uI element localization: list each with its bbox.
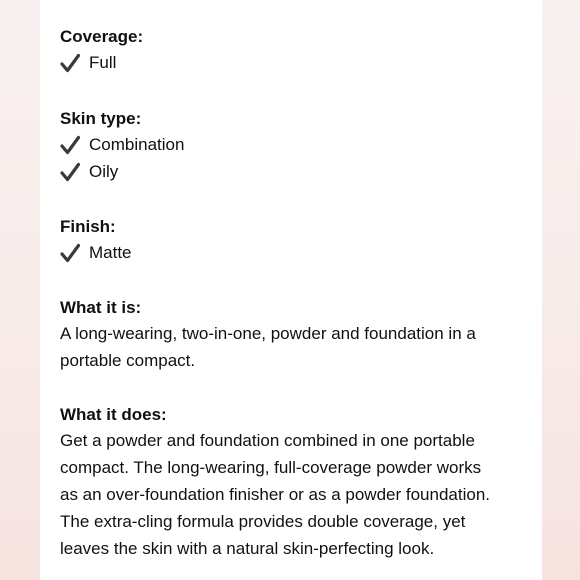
coverage-section [60, 25, 522, 76]
finish-heading: Finish: [60, 217, 116, 236]
check-mark-icon [60, 162, 80, 182]
what-it-is-line: portable compact. [60, 351, 196, 370]
skin-type-section [60, 107, 522, 185]
coverage-item-full [60, 49, 522, 76]
skin-type-item-combination [60, 131, 522, 158]
what-it-does-heading: What it does: [60, 405, 167, 424]
finish-item-matte [60, 239, 522, 266]
product-details-card [40, 0, 542, 580]
check-mark-icon [60, 135, 80, 155]
finish-item-label: Matte [89, 243, 132, 262]
background-left [0, 0, 40, 580]
background-right [542, 0, 580, 580]
what-it-is-section [60, 296, 522, 374]
skin-type-item-oily [60, 158, 522, 185]
check-mark-icon [60, 243, 80, 263]
finish-section [60, 215, 522, 266]
what-it-does-section [60, 403, 522, 562]
what-it-does-line: leaves the skin with a natural skin-perfecting look. [60, 539, 435, 558]
what-it-does-line: Get a powder and foundation combined in one portable [60, 431, 475, 450]
what-it-is-heading: What it is: [60, 298, 142, 317]
what-it-does-line: compact. The long-wearing, full-coverage powder works [60, 458, 482, 477]
skin-type-item-label: Combination [89, 135, 185, 154]
coverage-item-label: Full [89, 53, 117, 72]
skin-type-heading: Skin type: [60, 109, 142, 128]
coverage-heading: Coverage: [60, 27, 144, 46]
what-it-does-line: The extra-cling formula provides double coverage, yet [60, 512, 466, 531]
skin-type-item-label: Oily [89, 162, 119, 181]
check-mark-icon [60, 53, 80, 73]
what-it-does-line: as an over-foundation finisher or as a powder foundation. [60, 485, 490, 504]
what-it-is-line: A long-wearing, two-in-one, powder and foundation in a [60, 324, 476, 343]
